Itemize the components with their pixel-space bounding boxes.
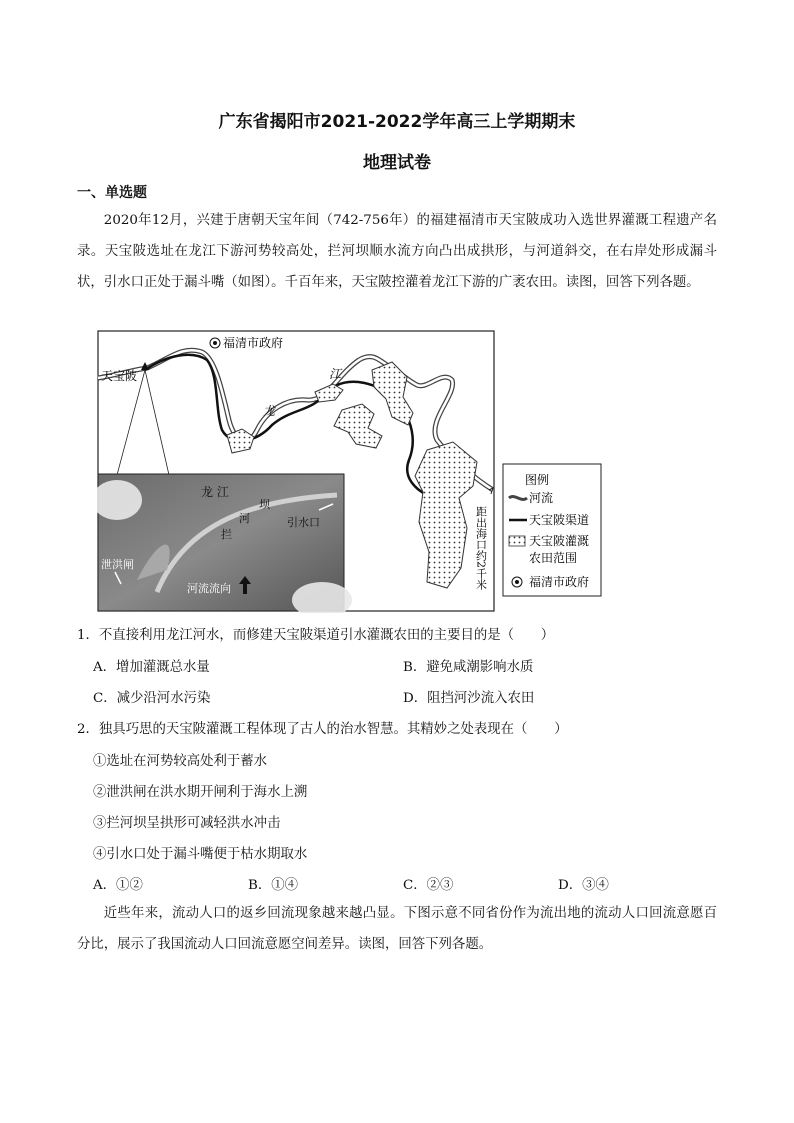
inset-sluice-label: 泄洪闸: [101, 558, 134, 571]
question-2-stem: 2．独具巧思的天宝陂灌溉工程体现了古人的治水智慧。其精妙之处表现在（ ）: [77, 722, 568, 737]
paper-title: 广东省揭阳市2021-2022学年高三上学期期末: [218, 112, 576, 132]
q2-option-b[interactable]: B．①④: [248, 878, 299, 893]
q2-statement-4: ④引水口处于漏斗嘴便于枯水期取水: [93, 847, 308, 862]
river-name-jiang: 江: [329, 367, 342, 381]
inset-dam-lan: 拦: [221, 528, 232, 541]
inset-longjiang: 龙 江: [201, 485, 229, 499]
inset-intake-label: 引水口: [287, 516, 320, 529]
legend-farm-2: 农田范围: [529, 551, 578, 565]
legend-river: 河流: [529, 491, 554, 505]
gov-label: 福清市政府: [223, 336, 284, 350]
river-name-long: 龙: [263, 404, 276, 418]
inset-photo: [97, 474, 352, 613]
legend-canal: 天宝陂渠道: [529, 513, 590, 527]
q1-option-b[interactable]: B．避免咸潮影响水质: [403, 660, 534, 675]
q2-statement-1: ①选址在河势较高处利于蓄水: [93, 754, 268, 769]
paper-subtitle: 地理试卷: [363, 153, 431, 173]
gov-marker: [210, 338, 220, 348]
inset-flow-label: 河流流向: [187, 582, 231, 595]
inset-dam-he: 河: [239, 512, 250, 525]
svg-text:距出海口约2千米: 距出海口约2千米: [474, 506, 488, 590]
legend-gov: 福清市政府: [529, 575, 590, 589]
q1-option-c[interactable]: C．减少沿河水污染: [93, 691, 211, 706]
legend-title: 图例: [525, 473, 550, 487]
q2-option-c[interactable]: C．②③: [403, 878, 454, 893]
intro-paragraph: 2020年12月，兴建于唐朝天宝年间（742-756年）的福建福清市天宝陂成功入选世界灌溉工程遗产名录。天宝陂选址在龙江下游河势较高处，拦河坝顺水流方向凸出成拱形，与河道斜交，在右岸处形成漏斗状，引水口正处于漏斗嘴（如图）。千百年来，天宝陂控灌着龙江下游的广袤农田。读图，回答下列各题。: [77, 213, 717, 290]
q1-option-d[interactable]: D．阻挡河沙流入农田: [403, 691, 535, 706]
q2-option-d[interactable]: D．③④: [558, 878, 609, 893]
q1-option-a[interactable]: A．增加灌溉总水量: [93, 660, 210, 675]
tianbaobei-label: 天宝陂: [101, 369, 138, 383]
legend: [503, 464, 601, 596]
q2-option-a[interactable]: A．①②: [93, 878, 143, 893]
inset-dam-ba: 坝: [259, 498, 270, 511]
question-1-stem: 1．不直接利用龙江河水，而修建天宝陂渠道引水灌溉农田的主要目的是（ ）: [77, 628, 555, 643]
legend-farm-1: 天宝陂灌溉: [529, 534, 590, 548]
q2-statement-2: ②泄洪闸在洪水期开闸利于海水上溯: [93, 785, 308, 800]
q2-statement-3: ③拦河坝呈拱形可减轻洪水冲击: [93, 816, 281, 831]
intro-paragraph-2: 近些年来，流动人口的返乡回流现象越来越凸显。下图示意不同省份作为流出地的流动人口回流意愿百分比，展示了我国流动人口回流意愿空间差异。读图，回答下列各题。: [77, 906, 717, 952]
section-heading: 一、单选题: [77, 185, 147, 201]
tianbaobei-map-figure: [97, 330, 607, 613]
